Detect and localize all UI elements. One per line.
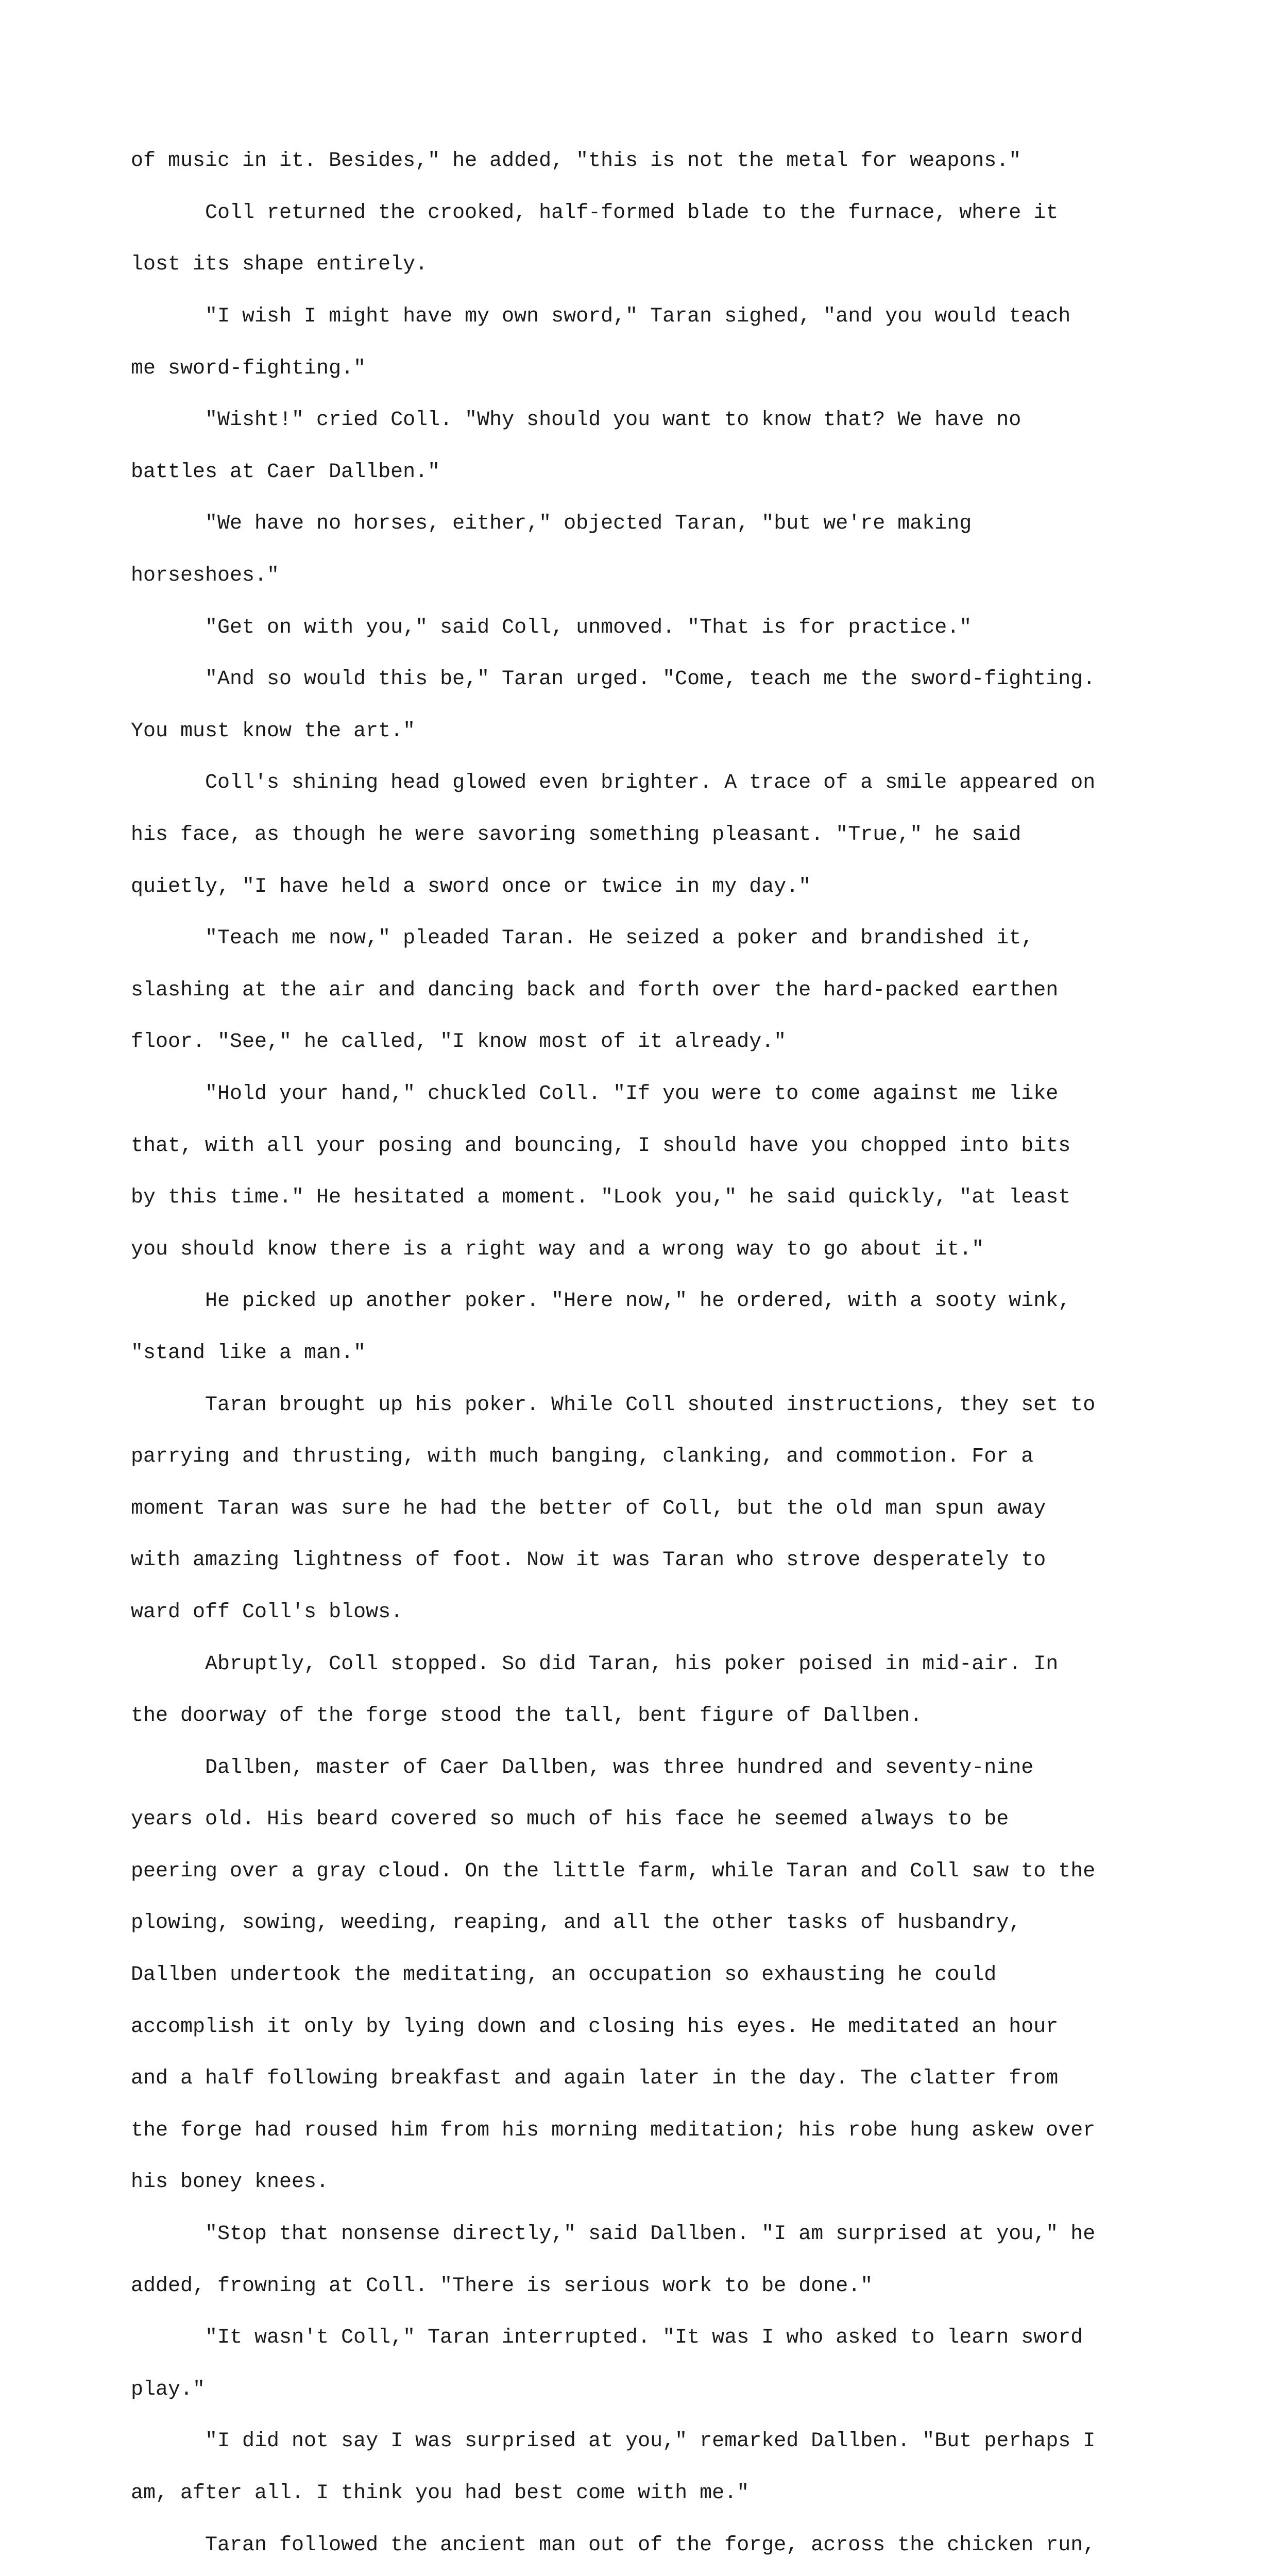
- text-line: He picked up another poker. "Here now," he ordered, with a sooty wink,: [131, 1290, 1071, 1313]
- text-line: his boney knees.: [131, 2171, 329, 2194]
- text-line: with amazing lightness of foot. Now it was Taran who strove desperately to: [131, 1549, 1046, 1572]
- text-line: horseshoes.": [131, 564, 280, 588]
- text-line: me sword-fighting.": [131, 357, 366, 380]
- text-line: play.": [131, 2378, 206, 2401]
- text-line: peering over a gray cloud. On the little farm, while Taran and Coll saw to the: [131, 1859, 1096, 1883]
- text-line: moment Taran was sure he had the better of Coll, but the old man spun away: [131, 1497, 1046, 1520]
- text-line: battles at Caer Dallben.": [131, 460, 440, 484]
- text-line: Dallben, master of Caer Dallben, was three hundred and seventy-nine: [131, 1756, 1034, 1780]
- text-line: "Wisht!" cried Coll. "Why should you want to know that? We have no: [131, 409, 1021, 432]
- text-line: "Hold your hand," chuckled Coll. "If you were to come against me like: [131, 1082, 1059, 1106]
- text-line: of music in it. Besides," he added, "this is not the metal for weapons.": [131, 149, 1021, 173]
- text-line: "I wish I might have my own sword," Taran sighed, "and you would teach: [131, 305, 1071, 329]
- text-line: "We have no horses, either," objected Taran, "but we're making: [131, 512, 972, 536]
- text-line: the doorway of the forge stood the tall, bent figure of Dallben.: [131, 1704, 923, 1728]
- text-line: the forge had roused him from his morning meditation; his robe hung askew over: [131, 2119, 1096, 2142]
- text-line: Coll returned the crooked, half-formed blade to the furnace, where it: [131, 201, 1059, 225]
- text-line: floor. "See," he called, "I know most of it already.": [131, 1030, 787, 1054]
- text-line: You must know the art.": [131, 719, 416, 743]
- text-line: by this time." He hesitated a moment. "Look you," he said quickly, "at least: [131, 1186, 1071, 1210]
- text-line: Coll's shining head glowed even brighter. A trace of a smile appeared on: [131, 771, 1096, 795]
- text-line: parrying and thrusting, with much banging, clanking, and commotion. For a: [131, 1445, 1034, 1469]
- text-line: years old. His beard covered so much of his face he seemed always to be: [131, 1808, 1009, 1832]
- text-line: quietly, "I have held a sword once or twice in my day.": [131, 875, 811, 899]
- text-line: you should know there is a right way and a wrong way to go about it.": [131, 1238, 984, 1261]
- text-line: that, with all your posing and bouncing, I should have you chopped into bits: [131, 1134, 1071, 1158]
- page-text: [131, 123, 1161, 2576]
- text-line: plowing, sowing, weeding, reaping, and all the other tasks of husbandry,: [131, 1911, 1021, 1935]
- text-line: Taran followed the ancient man out of the forge, across the chicken run,: [131, 2533, 1096, 2557]
- text-line: "It wasn't Coll," Taran interrupted. "It was I who asked to learn sword: [131, 2326, 1083, 2350]
- text-line: am, after all. I think you had best come with me.": [131, 2482, 750, 2505]
- text-line: "Teach me now," pleaded Taran. He seized a poker and brandished it,: [131, 927, 1034, 951]
- text-line: "Get on with you," said Coll, unmoved. "That is for practice.": [131, 616, 972, 639]
- text-line: his face, as though he were savoring something pleasant. "True," he said: [131, 823, 1021, 847]
- text-line: "stand like a man.": [131, 1341, 366, 1365]
- text-line: "I did not say I was surprised at you," remarked Dallben. "But perhaps I: [131, 2430, 1096, 2453]
- text-line: Taran brought up his poker. While Coll shouted instructions, they set to: [131, 1393, 1096, 1417]
- text-line: "Stop that nonsense directly," said Dallben. "I am surprised at you," he: [131, 2223, 1096, 2246]
- text-line: slashing at the air and dancing back and forth over the hard-packed earthen: [131, 978, 1059, 1002]
- text-line: accomplish it only by lying down and closing his eyes. He meditated an hour: [131, 2015, 1059, 2039]
- text-line: and a half following breakfast and again later in the day. The clatter from: [131, 2067, 1059, 2091]
- text-line: Dallben undertook the meditating, an occupation so exhausting he could: [131, 1963, 997, 1987]
- text-line: ward off Coll's blows.: [131, 1600, 403, 1624]
- text-line: added, frowning at Coll. "There is serious work to be done.": [131, 2274, 873, 2298]
- text-line: Abruptly, Coll stopped. So did Taran, his poker poised in mid-air. In: [131, 1652, 1059, 1676]
- text-line: lost its shape entirely.: [131, 253, 428, 277]
- text-line: "And so would this be," Taran urged. "Come, teach me the sword-fighting.: [131, 668, 1096, 691]
